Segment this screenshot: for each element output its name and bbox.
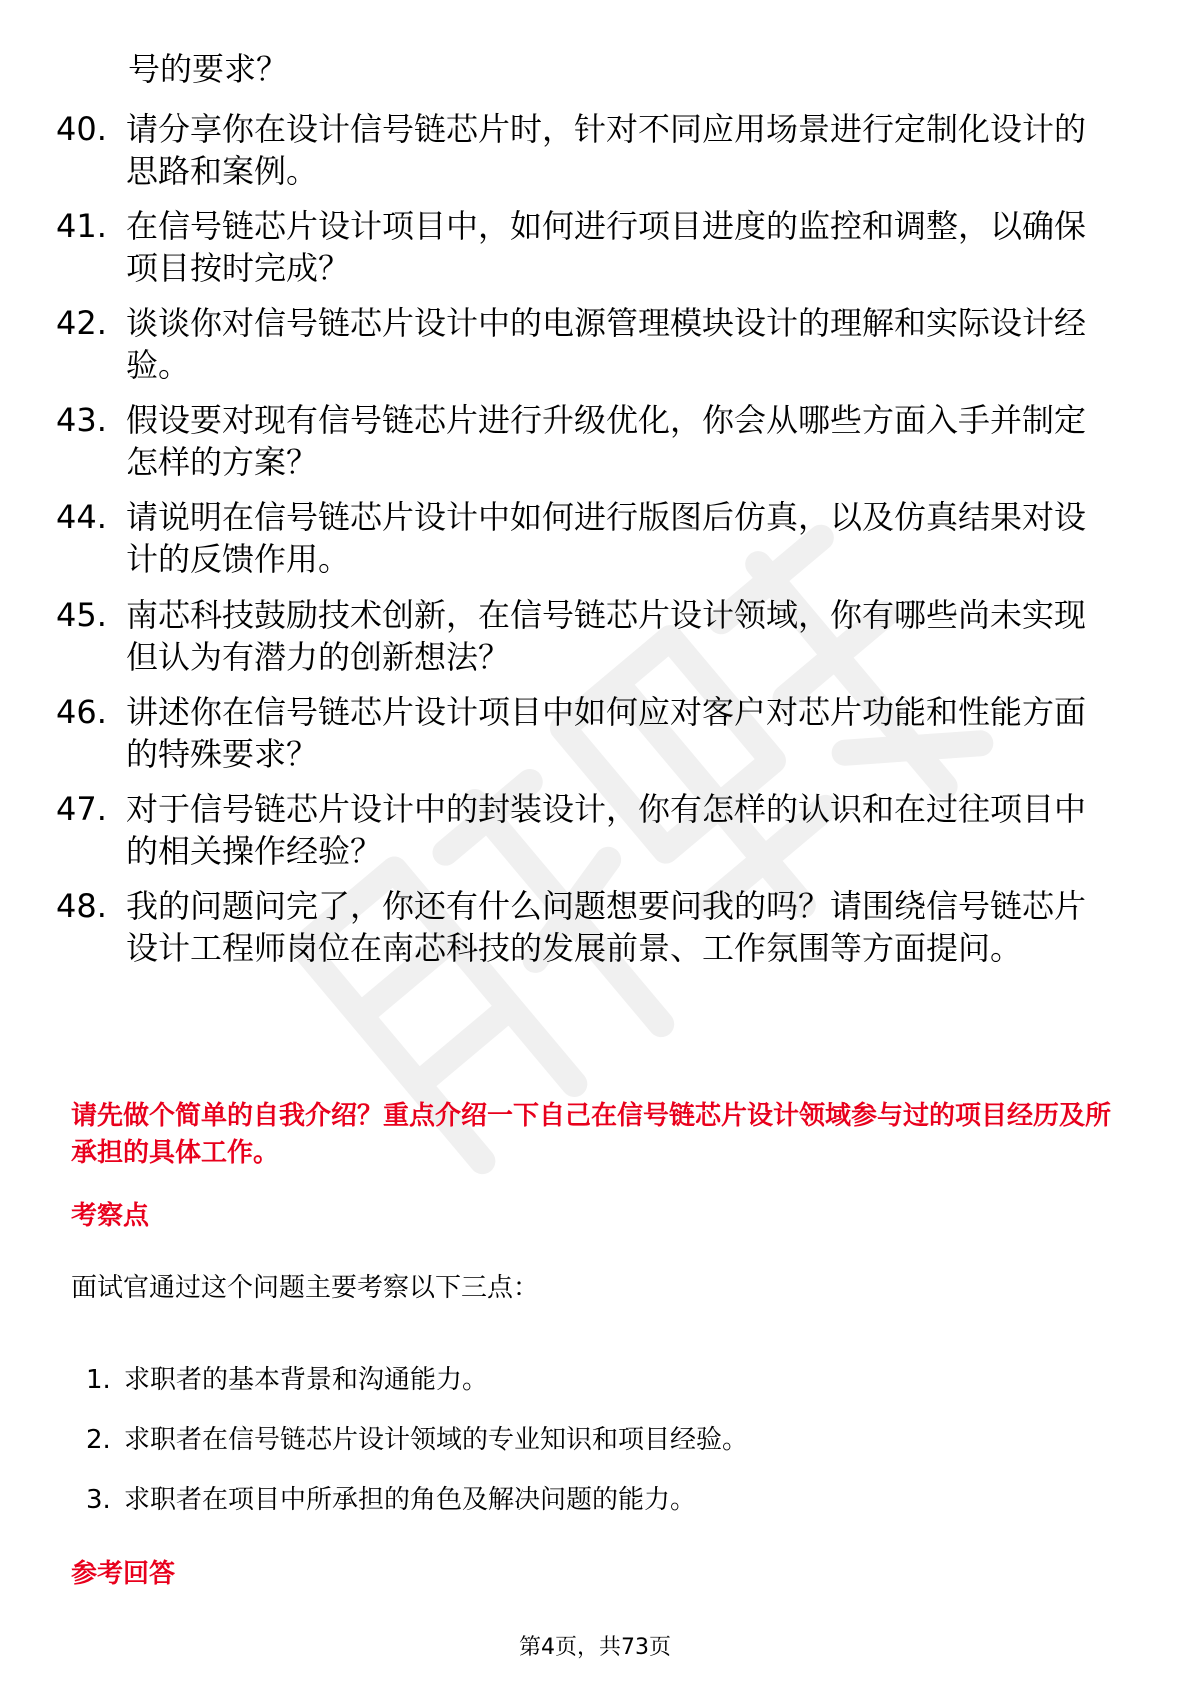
question-text: 讲述你在信号链芯片设计项目中如何应对客户对芯片功能和性能方面的特殊要求？ bbox=[126, 693, 1087, 773]
featured-question: 请先做个简单的自我介绍？重点介绍一下自己在信号链芯片设计领域参与过的项目经历及所承担的具体工作。 bbox=[71, 1101, 1112, 1168]
question-text: 在信号链芯片设计项目中，如何进行项目进度的监控和调整，以确保项目按时完成？ bbox=[126, 207, 1087, 287]
question-number: 46. bbox=[56, 693, 107, 731]
question-number: 42. bbox=[56, 304, 107, 342]
question-number: 43. bbox=[56, 401, 107, 439]
point-text: 求职者在信号链芯片设计领域的专业知识和项目经验。 bbox=[124, 1425, 749, 1455]
reference-heading: 参考回答 bbox=[71, 1559, 176, 1589]
point-number: 3. bbox=[86, 1485, 111, 1515]
question-continuation: 号的要求？ bbox=[128, 50, 289, 88]
focus-intro: 面试官通过这个问题主要考察以下三点： bbox=[71, 1273, 540, 1303]
question-number: 41. bbox=[56, 207, 107, 245]
question-number: 48. bbox=[56, 887, 107, 925]
point-text: 求职者在项目中所承担的角色及解决问题的能力。 bbox=[124, 1485, 697, 1515]
focus-heading: 考察点 bbox=[71, 1201, 150, 1231]
page-number: 第4页，共73页 bbox=[519, 1635, 671, 1660]
question-text: 南芯科技鼓励技术创新，在信号链芯片设计领域，你有哪些尚未实现但认为有潜力的创新想法？ bbox=[126, 596, 1087, 676]
question-number: 47. bbox=[56, 790, 107, 828]
question-text: 谈谈你对信号链芯片设计中的电源管理模块设计的理解和实际设计经验。 bbox=[126, 304, 1087, 384]
question-text: 请说明在信号链芯片设计中如何进行版图后仿真，以及仿真结果对设计的反馈作用。 bbox=[126, 498, 1087, 578]
point-number: 1. bbox=[86, 1365, 111, 1395]
question-number: 40. bbox=[56, 110, 107, 148]
question-text: 对于信号链芯片设计中的封装设计，你有怎样的认识和在过往项目中的相关操作经验？ bbox=[126, 790, 1087, 870]
point-text: 求职者的基本背景和沟通能力。 bbox=[124, 1365, 489, 1395]
question-number: 44. bbox=[56, 498, 107, 536]
question-text: 假设要对现有信号链芯片进行升级优化，你会从哪些方面入手并制定怎样的方案？ bbox=[126, 401, 1087, 481]
question-number: 45. bbox=[56, 596, 107, 634]
question-text: 请分享你在设计信号链芯片时，针对不同应用场景进行定制化设计的思路和案例。 bbox=[126, 110, 1087, 190]
question-text: 我的问题问完了，你还有什么问题想要问我的吗？请围绕信号链芯片设计工程师岗位在南芯科技的发展前景、工作氛围等方面提问。 bbox=[126, 887, 1087, 967]
point-number: 2. bbox=[86, 1425, 111, 1455]
